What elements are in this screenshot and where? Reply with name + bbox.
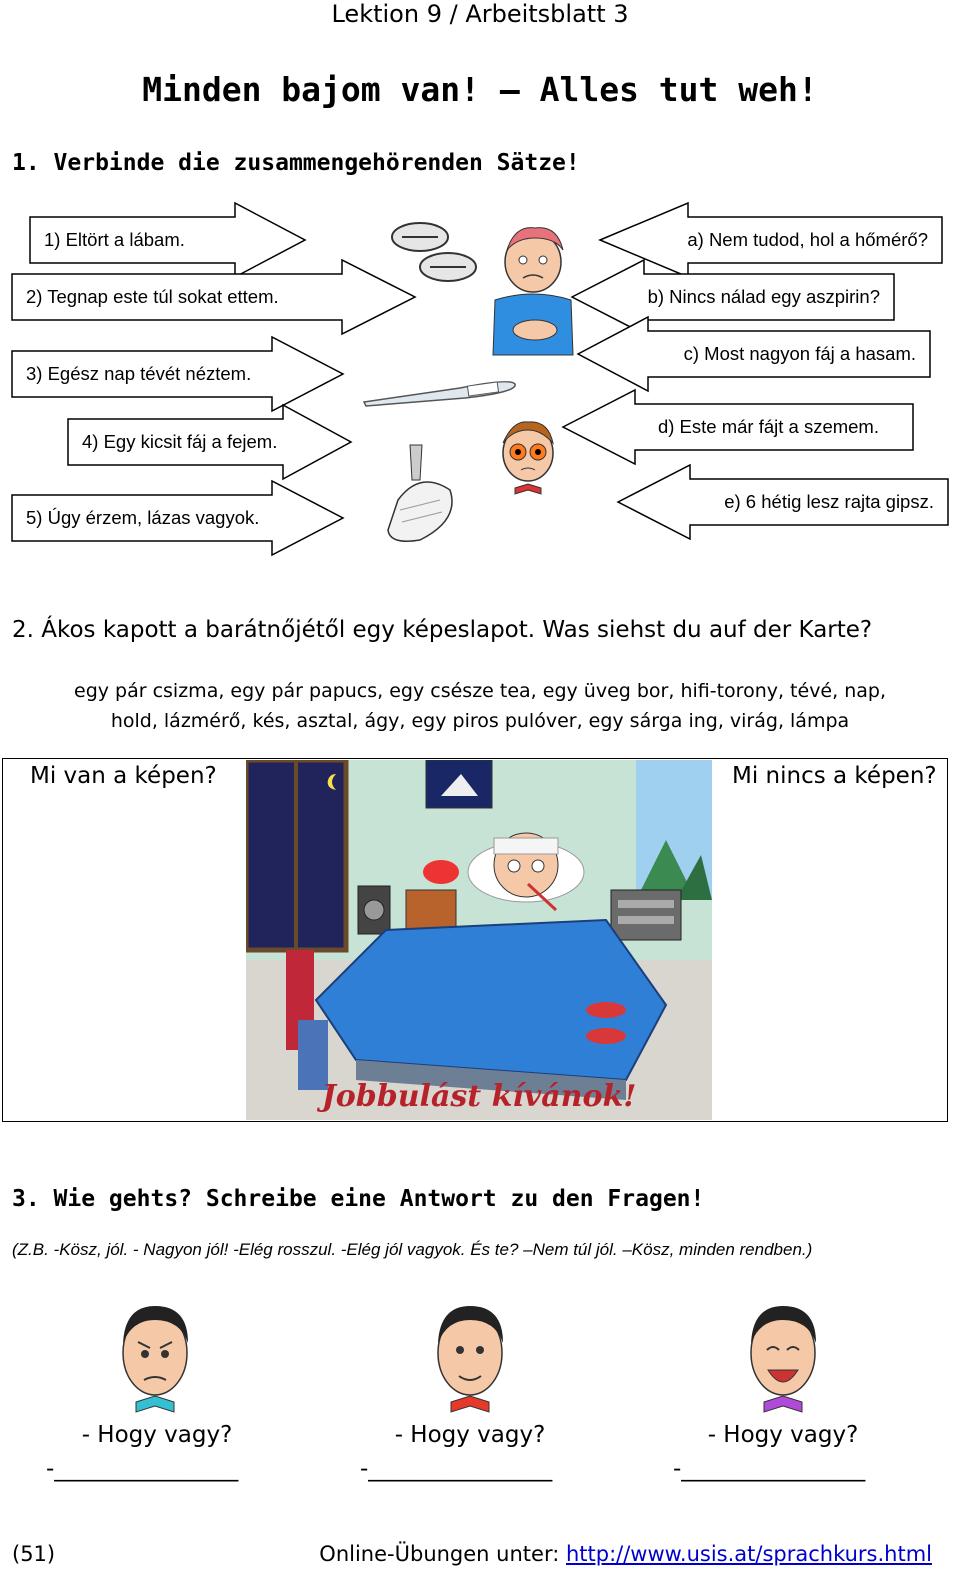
question-1: - Hogy vagy? — [81, 1422, 233, 1448]
left-sentence-5 — [12, 481, 343, 555]
word-list-line-1: egy pár csizma, egy pár papucs, egy csésze tea, egy üveg bor, hifi-torony, tévé, nap, — [74, 680, 886, 702]
right-sentence-b-text: b) Nincs nálad egy aszpirin? — [647, 286, 880, 307]
boy-sore-eyes-icon — [493, 418, 563, 498]
present-items-label: Mi van a képen? — [30, 763, 217, 789]
broken-arm-cast-icon — [380, 440, 460, 550]
online-exercises-footer — [319, 1542, 932, 1566]
question-3: - Hogy vagy? — [707, 1422, 859, 1448]
postcard-picture — [246, 760, 712, 1120]
sprachkurs-link[interactable]: http://www.usis.at/sprachkurs.html — [565, 1542, 932, 1566]
right-sentence-a-text: a) Nem tudod, hol a hőmérő? — [687, 229, 928, 250]
page-number: (51) — [12, 1542, 56, 1566]
left-sentence-2 — [12, 260, 415, 334]
grumpy-face-icon — [110, 1298, 200, 1418]
answer-line-1[interactable]: -________________ — [46, 1456, 239, 1482]
right-sentence-c — [578, 317, 930, 391]
left-sentence-3-text: 3) Egész nap tévét néztem. — [26, 363, 252, 384]
question-2: - Hogy vagy? — [394, 1422, 546, 1448]
word-list — [20, 676, 940, 736]
right-sentence-e-text: e) 6 hétig lesz rajta gipsz. — [724, 491, 934, 512]
left-sentence-4 — [68, 405, 351, 479]
right-sentence-c-text: c) Most nagyon fáj a hasam. — [683, 343, 916, 364]
neutral-face-icon — [425, 1298, 515, 1418]
present-items-answer-area[interactable] — [20, 790, 235, 1115]
postcard-caption: Jobbulást kívánok! — [321, 1079, 637, 1114]
online-exercises-label: Online-Übungen unter: — [319, 1542, 560, 1566]
task3-heading: 3. Wie gehts? Schreibe eine Antwort zu den Fragen! — [12, 1186, 705, 1212]
left-sentence-1-text: 1) Eltört a lábam. — [44, 229, 185, 250]
task1-heading: 1. Verbinde die zusammengehörenden Sätze! — [12, 150, 580, 176]
answer-line-3[interactable]: -________________ — [673, 1456, 866, 1482]
happy-face-icon — [738, 1298, 828, 1418]
absent-items-label: Mi nincs a képen? — [732, 763, 937, 789]
right-sentence-d-text: d) Este már fájt a szemem. — [657, 416, 879, 437]
thermometer-icon — [360, 370, 520, 410]
worksheet-title: Minden bajom van! – Alles tut weh! — [142, 70, 818, 109]
right-sentence-d — [563, 390, 913, 464]
worksheet-header: Lektion 9 / Arbeitsblatt 3 — [331, 0, 629, 28]
word-list-line-2: hold, lázmérő, kés, asztal, ágy, egy piros pulóver, egy sárga ing, virág, lámpa — [110, 710, 850, 732]
sick-boy-in-bed-illustration — [246, 760, 712, 1120]
task2-heading: 2. Ákos kapott a barátnőjétől egy képeslapot. Was siehst du auf der Karte? — [12, 617, 873, 643]
answer-line-2[interactable]: -________________ — [360, 1456, 553, 1482]
example-answers: (Z.B. -Kösz, jól. - Nagyon jól! -Elég rosszul. -Elég jól vagyok. És te? –Nem túl jól. –Kösz, minden rendben.) — [12, 1240, 813, 1259]
aspirin-tablets-icon — [390, 215, 480, 290]
left-sentence-4-text: 4) Egy kicsit fáj a fejem. — [82, 431, 278, 452]
absent-items-answer-area[interactable] — [722, 790, 942, 1115]
right-sentence-e — [618, 465, 948, 539]
left-sentence-3 — [12, 337, 343, 411]
left-sentence-5-text: 5) Úgy érzem, lázas vagyok. — [26, 507, 260, 528]
left-sentence-2-text: 2) Tegnap este túl sokat ettem. — [26, 286, 279, 307]
boy-stomachache-icon — [485, 220, 580, 360]
